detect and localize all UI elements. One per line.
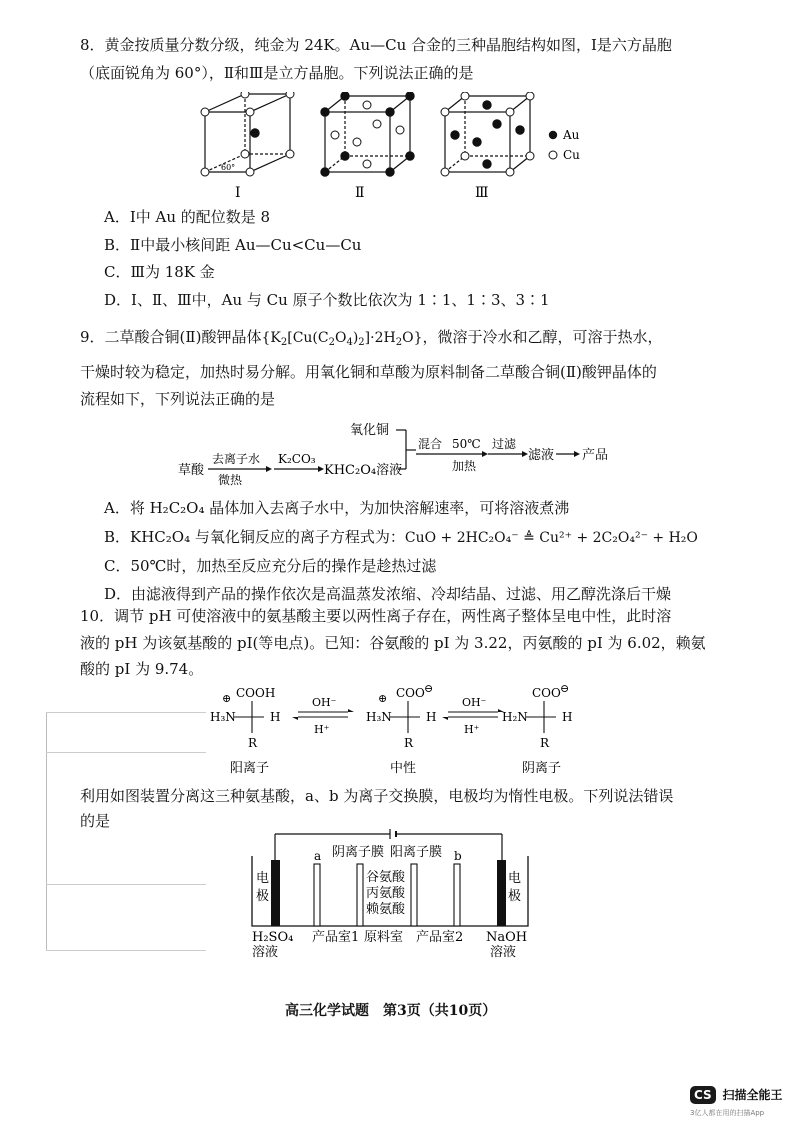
au-atom	[386, 168, 394, 176]
raw-room-label: 原料室	[364, 930, 404, 945]
cu-atom	[506, 168, 514, 176]
au-atom	[516, 126, 524, 134]
cu-atom	[201, 168, 209, 176]
neutral-minus: ⊖	[424, 682, 434, 695]
q8-option-a: A．Ⅰ中 Au 的配位数是 8	[104, 208, 271, 226]
cu-atom	[331, 131, 339, 139]
cation-h: H	[270, 710, 281, 724]
arrow2-h: H⁺	[464, 723, 480, 736]
watermark-subtitle: 3亿人都在用的扫描App	[690, 1109, 765, 1117]
cu-atom	[246, 108, 254, 116]
au-atom	[451, 131, 459, 139]
au-atom	[406, 152, 414, 160]
neutral-r: R	[404, 736, 414, 750]
cation-h3n: H₃N	[210, 710, 236, 724]
q8-option-c: C．Ⅲ为 18K 金	[104, 263, 215, 281]
membrane-b	[454, 864, 460, 926]
cu-atom	[461, 152, 469, 160]
anion-r: R	[540, 736, 550, 750]
q9-line1-b: ，微溶于冷水和乙醇，可溶于热水，	[422, 328, 663, 346]
right-solution-2: 溶液	[490, 945, 517, 960]
q9-option-b-equation: CuO + 2HC₂O₄⁻ ≜ Cu²⁺ + 2C₂O₄²⁻ + H₂O	[404, 530, 698, 546]
q8-option-d: D．Ⅰ、Ⅱ、Ⅲ中，Au 与 Cu 原子个数比依次为 1∶1、1∶3、3∶1	[104, 291, 550, 309]
neutral-label: 中性	[390, 761, 417, 776]
cu-atom	[286, 150, 294, 158]
membrane-a-label: a	[314, 849, 322, 863]
electrode-left	[271, 860, 280, 926]
right-solution-1: NaOH	[486, 930, 528, 945]
cu-atom	[373, 120, 381, 128]
cu-atom	[441, 108, 449, 116]
cation-membrane-label: 阳离子膜	[390, 845, 443, 860]
au-atom	[321, 108, 329, 116]
flow-mix: 混合	[418, 437, 443, 451]
q8-crystal-figure	[195, 92, 595, 204]
flow-product: 产品	[582, 448, 609, 463]
q9-flowchart	[170, 418, 640, 490]
cell-i-label: Ⅰ	[235, 185, 241, 201]
cell-i	[205, 94, 290, 172]
q9-formula: $\{K_2[Cu(C_2O_4)_2]\cdot 2H_2O\}$	[261, 330, 423, 348]
room2-label: 产品室2	[416, 930, 464, 945]
cu-atom	[526, 152, 534, 160]
flow-step1-bottom: 微热	[218, 473, 243, 487]
flow-temp: 50℃	[452, 437, 481, 451]
q8-line1: 8．黄金按质量分数分级，纯金为 24K。Au—Cu 合金的三种晶胞结构如图，Ⅰ是六方晶胞	[80, 36, 672, 54]
anion-h2n: H₂N	[502, 710, 528, 724]
scan-edge-line	[46, 950, 206, 951]
au-atom	[321, 168, 329, 176]
arrow1-oh: OH⁻	[312, 696, 337, 709]
cu-atom	[363, 101, 371, 109]
arrow1-h: H⁺	[314, 723, 330, 736]
cell-i-atoms	[201, 92, 294, 176]
anion-coo: COO	[532, 686, 561, 700]
au-atom	[473, 138, 481, 146]
q10-line3: 酸的 pI 为 9.74。	[80, 660, 204, 678]
q10-equilibrium-figure	[200, 680, 600, 785]
scanner-watermark	[690, 1085, 790, 1125]
q10-line1: 10．调节 pH 可使溶液中的氨基酸主要以两性离子存在，两性离子整体呈电中性，此时溶	[80, 607, 672, 625]
cu-atom	[461, 92, 469, 100]
au-atom	[406, 92, 414, 100]
legend-au: Au	[563, 128, 580, 142]
anion-h: H	[562, 710, 573, 724]
au-atom	[251, 129, 259, 137]
acid-3: 赖氨酸	[366, 902, 406, 917]
watermark-title: 扫描全能王	[722, 1088, 783, 1102]
scan-edge-line	[46, 712, 47, 950]
cu-atom	[286, 92, 294, 98]
flow-step1-top: 去离子水	[212, 452, 261, 466]
cu-atom	[441, 168, 449, 176]
neutral-h3n: H₃N	[366, 710, 392, 724]
electrode-right	[497, 860, 506, 926]
flow-filter: 过滤	[492, 437, 517, 451]
au-atom	[341, 152, 349, 160]
cell-iii-label: Ⅲ	[475, 185, 489, 201]
legend-cu: Cu	[563, 148, 580, 162]
cs-logo-icon: CS	[690, 1086, 716, 1104]
neutral-coo: COO	[396, 686, 425, 700]
cation-r: R	[248, 736, 258, 750]
acid-1: 谷氨酸	[366, 870, 406, 885]
legend-au-dot	[549, 131, 557, 139]
q10-line2: 液的 pH 为该氨基酸的 pI(等电点)。已知：谷氨酸的 pI 为 3.22，丙氨酸的 pI 为 6.02，赖氨	[80, 634, 706, 652]
electrode-left-label-1: 电	[256, 871, 270, 886]
cu-atom	[241, 92, 249, 98]
q9-line1-a: 9．二草酸合铜(Ⅱ)酸钾晶体	[80, 328, 262, 346]
anion-label: 阴离子	[522, 761, 562, 776]
cu-atom	[396, 126, 404, 134]
cell-ii-label: Ⅱ	[355, 185, 365, 201]
flow-step2-top: K₂CO₃	[278, 452, 316, 466]
cu-atom	[506, 108, 514, 116]
flow-filtrate: 滤液	[528, 448, 555, 463]
q10-line4: 利用如图装置分离这三种氨基酸，a、b 为离子交换膜，电极均为惰性电极。下列说法错误	[80, 787, 674, 805]
scan-edge-line	[46, 712, 206, 713]
flow-reagent: 氧化铜	[350, 423, 390, 438]
membrane-cation	[411, 864, 417, 926]
q10-apparatus	[240, 826, 550, 966]
cu-atom	[353, 138, 361, 146]
q9-option-b-text: B．KHC₂O₄ 与氧化铜反应的离子方程式为：	[104, 528, 405, 546]
electrode-left-label-2: 极	[256, 889, 270, 904]
cu-atom	[246, 168, 254, 176]
q9-line3: 流程如下，下列说法正确的是	[80, 390, 276, 408]
q8-option-b: B．Ⅱ中最小核间距 Au—Cu<Cu—Cu	[104, 236, 362, 254]
cu-atom	[526, 92, 534, 100]
cation-cooh: COOH	[236, 686, 276, 700]
left-solution-2: 溶液	[252, 945, 279, 960]
q9-option-a: A．将 H₂C₂O₄ 晶体加入去离子水中，为加快溶解速率，可将溶液煮沸	[104, 499, 570, 517]
membrane-a	[314, 864, 320, 926]
flow-intermediate: KHC₂O₄溶液	[324, 463, 403, 478]
cation-plus: ⊕	[222, 692, 232, 705]
flow-heat: 加热	[452, 459, 477, 473]
q9-line2: 干燥时较为稳定，加热时易分解。用氧化铜和草酸为原料制备二草酸合铜(Ⅱ)酸钾晶体的	[80, 363, 657, 381]
q9-option-c: C．50℃时，加热至反应充分后的操作是趁热过滤	[104, 557, 437, 575]
electrode-right-label-1: 电	[508, 871, 522, 886]
au-atom	[493, 120, 501, 128]
anion-minus: ⊖	[560, 682, 570, 695]
q8-line2: （底面锐角为 60°），Ⅱ和Ⅲ是立方晶胞。下列说法正确的是	[80, 64, 474, 82]
flow-start: 草酸	[178, 463, 205, 478]
cu-atom	[201, 108, 209, 116]
cu-atom	[241, 150, 249, 158]
room1-label: 产品室1	[312, 930, 360, 945]
au-atom	[483, 160, 491, 168]
page-footer: 高三化学试题 第3页（共10页）	[285, 1003, 497, 1019]
arrow2-oh: OH⁻	[462, 696, 487, 709]
neutral-plus: ⊕	[378, 692, 388, 705]
q10-line5: 的是	[80, 812, 111, 830]
acid-2: 丙氨酸	[366, 886, 406, 901]
angle-label: 60°	[221, 163, 236, 172]
au-atom	[483, 101, 491, 109]
cation-label: 阳离子	[230, 761, 270, 776]
membrane-anion	[357, 864, 363, 926]
legend-cu-dot	[549, 151, 557, 159]
anion-membrane-label: 阴离子膜	[332, 845, 385, 860]
electrode-right-label-2: 极	[508, 889, 522, 904]
scan-edge-line	[46, 884, 206, 885]
q9-option-d: D．由滤液得到产品的操作依次是高温蒸发浓缩、冷却结晶、过滤、用乙醇洗涤后干燥	[104, 585, 672, 603]
q9-option-b	[104, 525, 698, 551]
cu-atom	[363, 160, 371, 168]
au-atom	[341, 92, 349, 100]
neutral-h: H	[426, 710, 437, 724]
scan-edge-line	[46, 752, 206, 753]
left-solution-1: H₂SO₄	[252, 930, 294, 945]
q9-line1	[80, 325, 663, 355]
membrane-b-label: b	[454, 849, 462, 863]
au-atom	[386, 108, 394, 116]
